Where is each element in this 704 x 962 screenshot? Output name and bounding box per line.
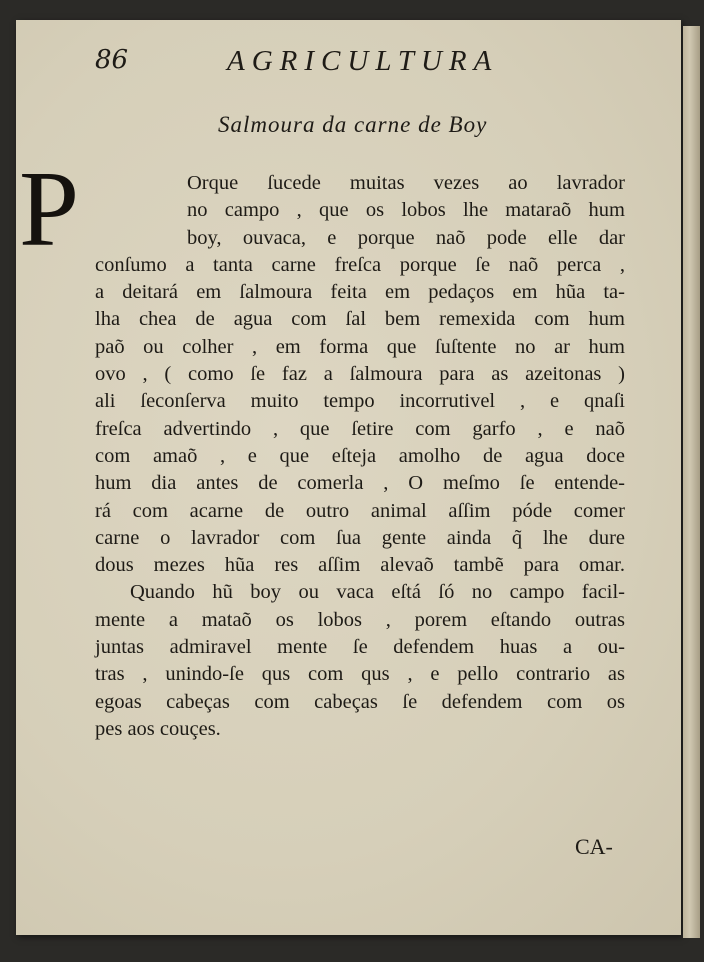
text-line: mente a mataõ os lobos , porem eſtando outras [95,608,625,631]
text-line: ovo , ( como ſe faz a ſalmoura para as azeitonas ) [95,363,625,386]
drop-cap: P [19,150,80,269]
page-number: 86 [95,45,129,75]
text-line: tras , unindo-ſe qus com qus , e pello contrario as [95,663,625,686]
text-line: lha chea de agua com ſal bem remexida com hum [95,308,625,331]
text-line: carne o lavrador com ſua gente ainda q̃ lhe dure [95,526,625,549]
text-line: Quando hũ boy ou vaca eſtá ſó no campo facil- [130,581,625,604]
text-line: paõ ou colher , em forma que ſuſtente no ar hum [95,335,625,358]
body-text [95,170,625,743]
page-edge [683,26,700,938]
text-line: hum dia antes de comerla , O meſmo ſe entende- [95,472,625,495]
text-line: com amaõ , e que eſteja amolho de agua doce [95,444,625,467]
running-head: AGRICULTURA [227,45,499,77]
text-line: dous mezes hũa res aſſim alevaõ tambẽ para omar. [95,554,625,577]
page-header [95,45,615,85]
text-line: rá com acarne de outro animal aſſim póde comer [95,499,625,522]
text-line: no campo , que os lobos lhe mataraõ hum [187,199,625,222]
text-line: boy, ouvaca, e porque naõ pode elle dar [187,226,625,249]
text-line: a deitará em ſalmoura feita em pedaços em hũa ta- [95,281,625,304]
text-line: Orque ſucede muitas vezes ao lavrador [187,172,625,194]
catchword: CA- [575,834,613,859]
section-title: Salmoura da carne de Boy [218,112,488,137]
text-line: egoas cabeças com cabeças ſe defendem com os [95,690,625,713]
text-line: conſumo a tanta carne freſca porque ſe naõ perca , [95,253,625,276]
text-line: ali ſeconſerva muito tempo incorrutivel , e qnaſi [95,390,625,413]
text-line: freſca advertindo , que ſetire com garfo , e naõ [95,417,625,440]
text-line: pes aos couçes. [95,717,221,740]
text-line: juntas admiravel mente ſe defendem huas a ou- [95,636,625,659]
